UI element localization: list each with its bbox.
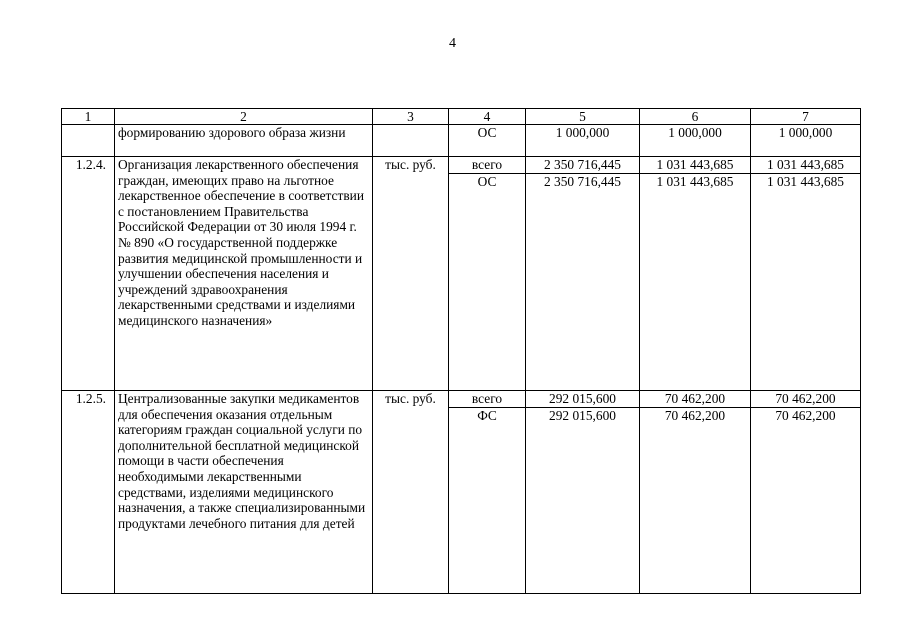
header-cell: 5 [526,109,640,125]
header-cell: 6 [640,109,751,125]
row-unit: тыс. руб. [373,391,449,594]
source-label: ОС [477,125,497,140]
table-row [62,391,861,594]
row-value-col5 [526,125,640,157]
table-row [62,125,861,157]
row-number [62,125,115,157]
header-cell: 7 [751,109,861,125]
row-number: 1.2.5. [62,391,115,594]
header-cell: 3 [373,109,449,125]
row-description: Организация лекарственного обеспечения граждан, имеющих право на льготное лекарственное обеспечение в соответствии с постановлением Правительства Российской Федерации от 30 июля 1994 г. № 890 «О государственной поддержке развития медицинской промышленности и улучшении обеспечения населения и учреждений здравоохранения лекарственными средствами и изделиями медицинского назначения» [115,157,373,391]
row-source [449,391,526,594]
row-value-col7 [751,391,861,594]
source-label: ОС [477,173,497,189]
value-cell: 292 015,600 [526,391,639,408]
value-cell: 70 462,200 [664,407,726,423]
value-cell: 70 462,200 [751,391,860,408]
row-value-col7 [751,125,861,157]
row-source [449,125,526,157]
value-cell: 1 031 443,685 [656,173,734,189]
value-cell: 2 350 716,445 [526,157,639,174]
row-source [449,157,526,391]
budget-table [61,108,861,594]
header-cell: 2 [115,109,373,125]
row-value-col5 [526,157,640,391]
table-row [62,157,861,391]
table-header-row [62,109,861,125]
row-number: 1.2.4. [62,157,115,391]
row-unit [373,125,449,157]
source-label: всего [449,157,525,174]
value-cell: 1 031 443,685 [767,173,844,189]
source-label: ФС [477,407,497,423]
value-cell: 1 031 443,685 [751,157,860,174]
value-cell: 70 462,200 [775,407,836,423]
row-value-col5 [526,391,640,594]
row-value-col6 [640,157,751,391]
row-unit: тыс. руб. [373,157,449,391]
row-value-col7 [751,157,861,391]
value-cell: 292 015,600 [549,407,616,423]
row-description: Централизованные закупки медикаментов для обеспечения оказания отдельным категориям граждан социальной услуги по дополнительной бесплатной медицинской помощи в части обеспечения необходимыми лекарственными средствами, изделиями медицинского назначения, а также специализированными продуктами лечебного питания для детей [115,391,373,594]
value-cell: 1 000,000 [778,125,833,140]
row-description: формированию здорового образа жизни [115,125,373,157]
value-cell: 2 350 716,445 [544,173,621,189]
value-cell: 1 031 443,685 [640,157,750,174]
page-number: 4 [449,36,456,51]
header-cell: 4 [449,109,526,125]
row-value-col6 [640,125,751,157]
source-label: всего [449,391,525,408]
value-cell: 70 462,200 [640,391,750,408]
value-cell: 1 000,000 [668,125,722,140]
value-cell: 1 000,000 [555,125,610,140]
header-cell: 1 [62,109,115,125]
row-value-col6 [640,391,751,594]
